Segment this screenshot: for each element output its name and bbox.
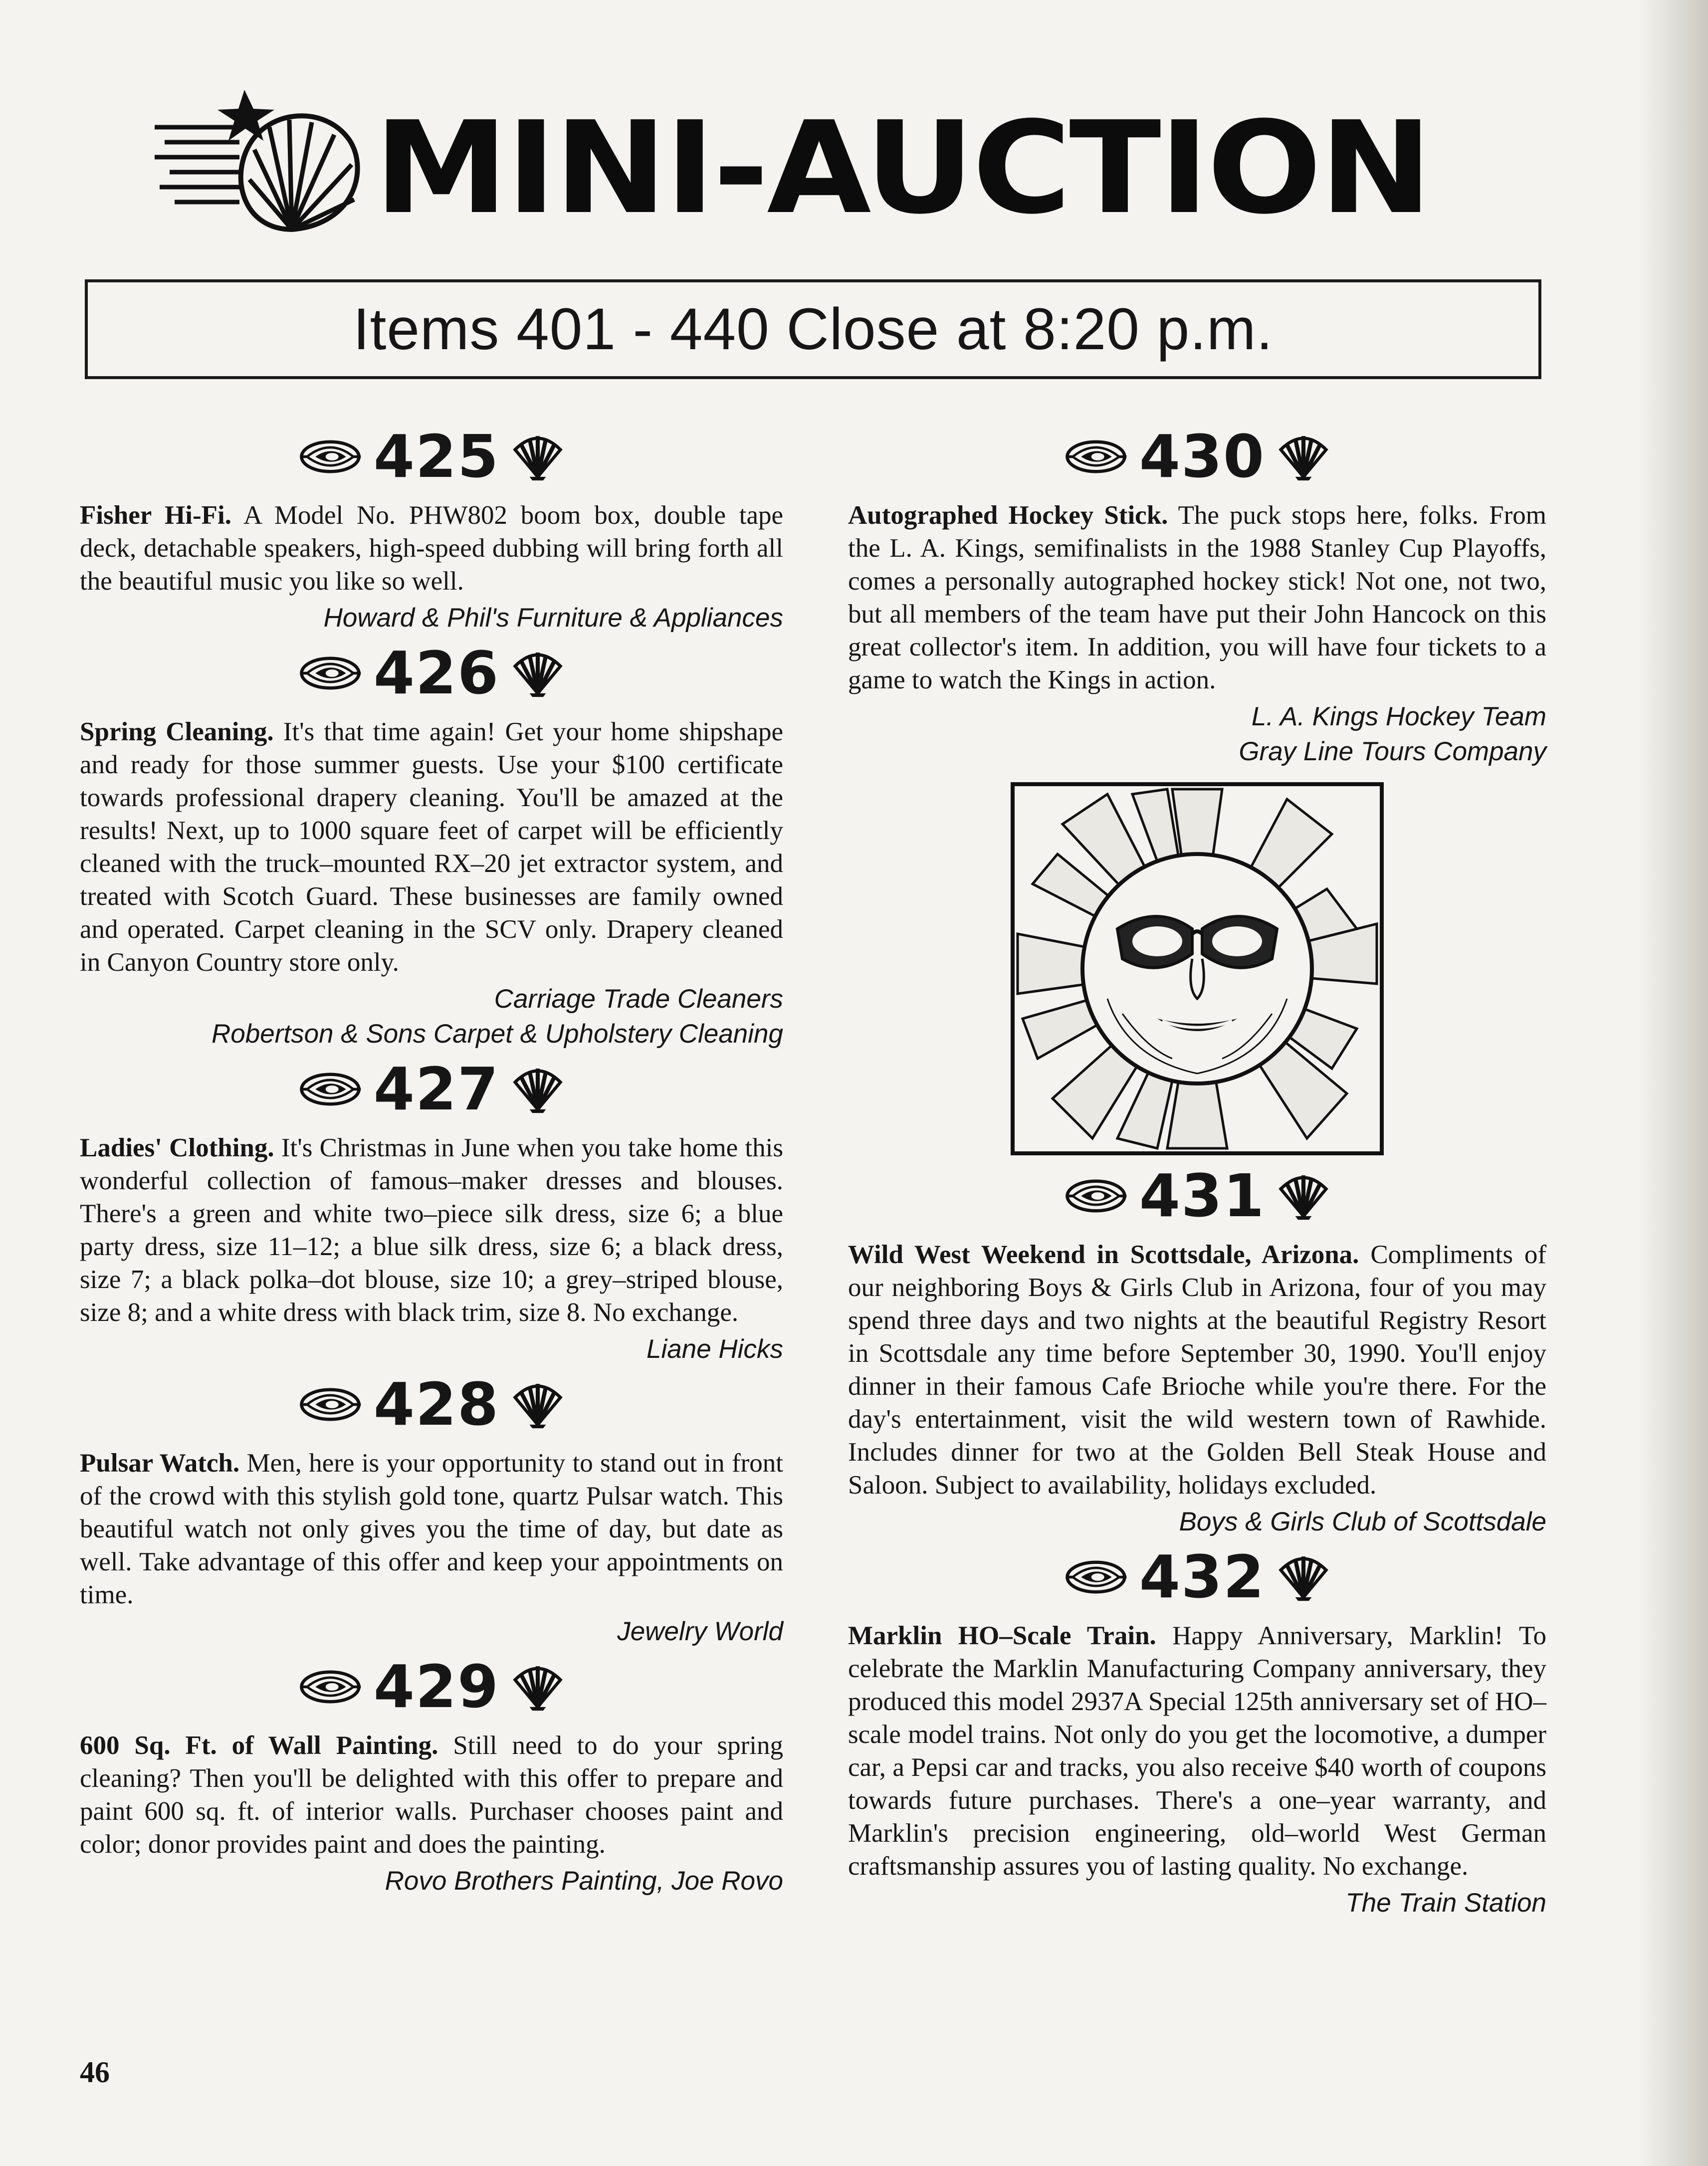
auction-item bbox=[80, 419, 783, 636]
right-column bbox=[848, 419, 1546, 1921]
item-text: Compliments of our neighboring Boys & Girls Club in Arizona, four of you may spend three days and two nights at the beautiful Registry Resort in Scottsdale any time before September 30, 1990. You'll enjoy dinner in their famous Cafe Brioche while you're there. For the day's entertainment, visit the wild western town of Rawhide. Includes dinner for two at the Golden Bell Steak House and Saloon. Subject to availability, holidays excluded. bbox=[848, 1240, 1546, 1500]
scallop-shell-icon bbox=[510, 1662, 565, 1712]
spiral-shell-icon bbox=[1064, 438, 1128, 475]
scallop-shell-icon bbox=[1276, 432, 1331, 481]
item-donor: Carriage Trade Cleaners bbox=[494, 984, 783, 1014]
sun-with-sunglasses-illustration bbox=[1008, 779, 1387, 1158]
item-header bbox=[848, 1158, 1546, 1233]
spiral-shell-icon bbox=[298, 654, 363, 692]
scallop-shell-icon bbox=[1276, 1552, 1331, 1602]
spiral-shell-icon bbox=[298, 1386, 363, 1423]
item-description bbox=[848, 1238, 1546, 1502]
item-text: Men, here is your opportunity to stand out in front of the crowd with this stylish gold tone, quartz Pulsar watch. This beautiful watch not only gives you the time of day, but date as well. Take advantage of this offer and keep your appointments on time. bbox=[80, 1449, 783, 1609]
item-donor: Gray Line Tours Company bbox=[1239, 737, 1546, 766]
item-header bbox=[80, 1367, 783, 1442]
item-donor: Jewelry World bbox=[617, 1617, 783, 1646]
scallop-shell-icon bbox=[510, 1064, 565, 1114]
auction-item bbox=[80, 636, 783, 1052]
masthead-title: MINI-AUCTION bbox=[374, 94, 1431, 242]
item-number: 427 bbox=[373, 1055, 500, 1123]
item-text: The puck stops here, folks. From the L. A. Kings, semifinalists in the 1988 Stanley Cup Playoffs, comes a personally autographed hockey stick! Not one, not two, but all members of the team have put their John Hancock on this great collector's item. In addition, you will have four tickets to a game to watch the Kings in action. bbox=[848, 501, 1546, 694]
auction-item bbox=[848, 1539, 1546, 1921]
item-header bbox=[80, 1052, 783, 1126]
item-title: Autographed Hockey Stick. bbox=[848, 501, 1168, 530]
item-description bbox=[80, 1447, 783, 1611]
spiral-shell-icon bbox=[298, 1668, 363, 1706]
item-number: 428 bbox=[373, 1370, 500, 1439]
item-number: 430 bbox=[1139, 422, 1266, 491]
spiral-shell-icon bbox=[298, 438, 363, 475]
item-donor: Howard & Phil's Furniture & Appliances bbox=[323, 603, 783, 633]
item-number: 432 bbox=[1139, 1542, 1266, 1611]
masthead bbox=[155, 75, 1452, 244]
item-text: A Model No. PHW802 boom box, double tape deck, detachable speakers, high-speed dubbing will bring forth all the beautiful music you like so well. bbox=[80, 501, 783, 596]
item-title: 600 Sq. Ft. of Wall Painting. bbox=[80, 1731, 438, 1760]
item-donor: L. A. Kings Hockey Team bbox=[1251, 702, 1546, 731]
item-title: Marklin HO–Scale Train. bbox=[848, 1621, 1156, 1650]
item-title: Fisher Hi-Fi. bbox=[80, 501, 231, 530]
item-number: 426 bbox=[373, 639, 500, 707]
item-title: Wild West Weekend in Scottsdale, Arizona. bbox=[848, 1240, 1359, 1269]
spiral-shell-icon bbox=[1064, 1177, 1128, 1215]
left-column bbox=[80, 419, 783, 1899]
item-title: Pulsar Watch. bbox=[80, 1449, 240, 1478]
item-description bbox=[80, 1131, 783, 1329]
item-donor: Liane Hicks bbox=[646, 1334, 783, 1364]
spiral-shell-icon bbox=[298, 1071, 363, 1108]
item-donor: Boys & Girls Club of Scottsdale bbox=[1179, 1507, 1546, 1536]
spiral-shell-icon bbox=[1064, 1558, 1128, 1596]
auction-item bbox=[848, 419, 1546, 769]
shell-starfish-logo-icon bbox=[214, 80, 369, 239]
scallop-shell-icon bbox=[510, 648, 565, 698]
page-number: 46 bbox=[80, 2056, 110, 2089]
item-number: 425 bbox=[373, 422, 500, 491]
item-donor: Rovo Brothers Painting, Joe Rovo bbox=[385, 1866, 783, 1896]
item-description bbox=[848, 1619, 1546, 1883]
item-title: Spring Cleaning. bbox=[80, 717, 274, 746]
item-donor: Robertson & Sons Carpet & Upholstery Cleaning bbox=[212, 1019, 783, 1049]
item-number: 431 bbox=[1139, 1161, 1266, 1230]
item-header bbox=[848, 419, 1546, 494]
item-header bbox=[848, 1539, 1546, 1614]
scallop-shell-icon bbox=[510, 1379, 565, 1429]
item-title: Ladies' Clothing. bbox=[80, 1133, 274, 1162]
closing-time-banner: Items 401 - 440 Close at 8:20 p.m. bbox=[85, 279, 1541, 379]
item-description bbox=[80, 1729, 783, 1861]
item-number: 429 bbox=[373, 1652, 500, 1721]
item-header bbox=[80, 419, 783, 494]
item-description bbox=[848, 499, 1546, 696]
item-header bbox=[80, 636, 783, 710]
auction-item bbox=[80, 1052, 783, 1367]
scallop-shell-icon bbox=[510, 432, 565, 481]
auction-item bbox=[80, 1649, 783, 1899]
item-text: It's that time again! Get your home shipshape and ready for those summer guests. Use your $100 certificate towards professional drapery cleaning. You'll be amazed at the results! Next, up to 1000 square feet of carpet will be efficiently cleaned with the truck–mounted RX–20 jet extractor system, and treated with Scotch Guard. These businesses are family owned and operated. Carpet cleaning in the SCV only. Drapery cleaned in Canyon Country store only. bbox=[80, 717, 784, 977]
item-description bbox=[80, 715, 783, 979]
auction-item bbox=[80, 1367, 783, 1649]
item-text: It's Christmas in June when you take home this wonderful collection of famous–maker dresses and blouses. There's a green and white two–piece silk dress, size 6; a blue party dress, size 11–12; a blue silk dress, size 6; a black dress, size 7; a black polka–dot blouse, size 10; a grey–striped blouse, size 8; and a white dress with black trim, size 8. No exchange. bbox=[80, 1133, 783, 1327]
item-text: Happy Anniversary, Marklin! To celebrate the Marklin Manufacturing Company anniversary, they produced this model 2937A Special 125th anniversary set of HO–scale model trains. Not only do you get the locomotive, a dumper car, a Pepsi car and tracks, you also receive $40 worth of coupons towards future purchases. There's a one–year warranty, and Marklin's precision engineering, old–world West German craftsmanship assures you of lasting quality. No exchange. bbox=[848, 1621, 1546, 1881]
item-text: Still need to do your spring cleaning? Then you'll be delighted with this offer to prepare and paint 600 sq. ft. of interior walls. Purchaser chooses paint and color; donor provides paint and does the painting. bbox=[80, 1731, 784, 1859]
auction-item bbox=[848, 1158, 1546, 1539]
item-header bbox=[80, 1649, 783, 1724]
item-description bbox=[80, 499, 783, 598]
item-donor: The Train Station bbox=[1345, 1888, 1546, 1918]
scallop-shell-icon bbox=[1276, 1171, 1331, 1221]
page-edge bbox=[1638, 0, 1708, 2166]
